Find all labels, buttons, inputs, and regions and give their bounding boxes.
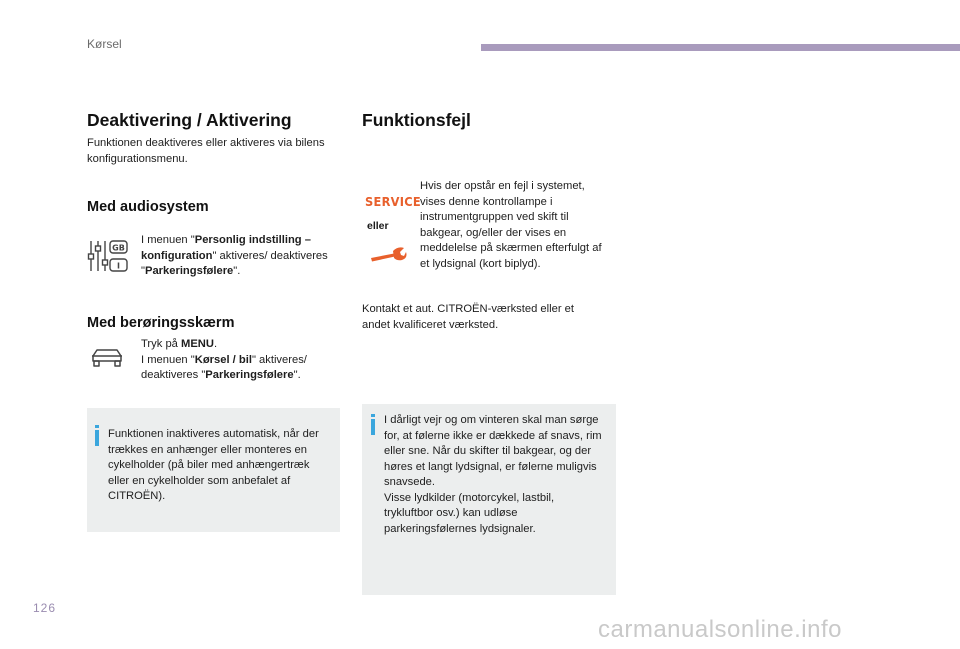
menu-button-label: MENU: [181, 338, 214, 350]
right-title: Funktionsfejl: [362, 110, 471, 130]
settings-sliders-icon: [86, 238, 132, 274]
info-icon: [371, 419, 375, 435]
touch-heading: Med berøringsskærm: [87, 315, 235, 331]
contact-text: Kontakt et aut. CITROËN-værksted eller et andet kvalificeret værksted.: [362, 303, 575, 331]
audio-instructions: I menuen "Personlig indstilling – konfiguration" aktiveres/ deaktiveres "Parkeringsfølere".: [141, 234, 328, 277]
touch-menu-path: Kørsel / bil: [194, 353, 252, 366]
left-note-text: Funktionen inaktiveres automatisk, når der trækkes en anhænger eller monteres en cykelholder (på biler med anhængertræk eller en cykelholder som anbefalet af CITROËN).: [108, 428, 319, 502]
audio-option: Parkeringsfølere: [144, 265, 234, 277]
car-icon: [90, 346, 124, 370]
touch-instructions: Tryk på MENU. I menuen "Kørsel / bil" aktiveres/ deaktiveres "Parkeringsfølere".: [141, 338, 307, 381]
wrench-icon: [368, 245, 408, 267]
audio-menu-path: Personlig indstilling – konfiguration: [141, 234, 311, 262]
gb-icon-label: GB: [112, 243, 125, 253]
audio-heading: Med audiosystem: [87, 199, 209, 215]
watermark: carmanualsonline.info: [598, 616, 842, 643]
right-note-text: I dårligt vejr og om vinteren skal man sørge for, at følerne ikke er dækkede af snavs, rim eller sne. Når du skifter til bakgear, og der høres et langt lydsignal, er følerne muligvis snavsede. Visse lydkilder (motorcykel, lastbil, trykluftbor osv.) kan udløse parkeringsfølernes lydsignaler.: [384, 414, 602, 535]
fault-description: Hvis der opstår en fejl i systemet, vises denne kontrollampe i instrumentgruppen ved skift til bakgear, og/eller der vises en meddelelse på skærmen efterfulgt af et lydsignal (kort biplyd).: [420, 180, 602, 270]
left-title: Deaktivering / Aktivering: [87, 110, 292, 130]
touch-option: Parkeringsfølere: [205, 369, 294, 381]
info-icon: [95, 430, 99, 446]
section-label: Kørsel: [87, 37, 122, 51]
page-number: 126: [33, 601, 57, 615]
left-intro: Funktionen deaktiveres eller aktiveres via bilens konfigurationsmenu.: [87, 137, 325, 165]
or-label: eller: [367, 220, 389, 232]
i-icon-label: I: [117, 261, 120, 271]
service-warning-icon: SERVICE: [365, 195, 421, 209]
header-bar: [481, 44, 960, 51]
